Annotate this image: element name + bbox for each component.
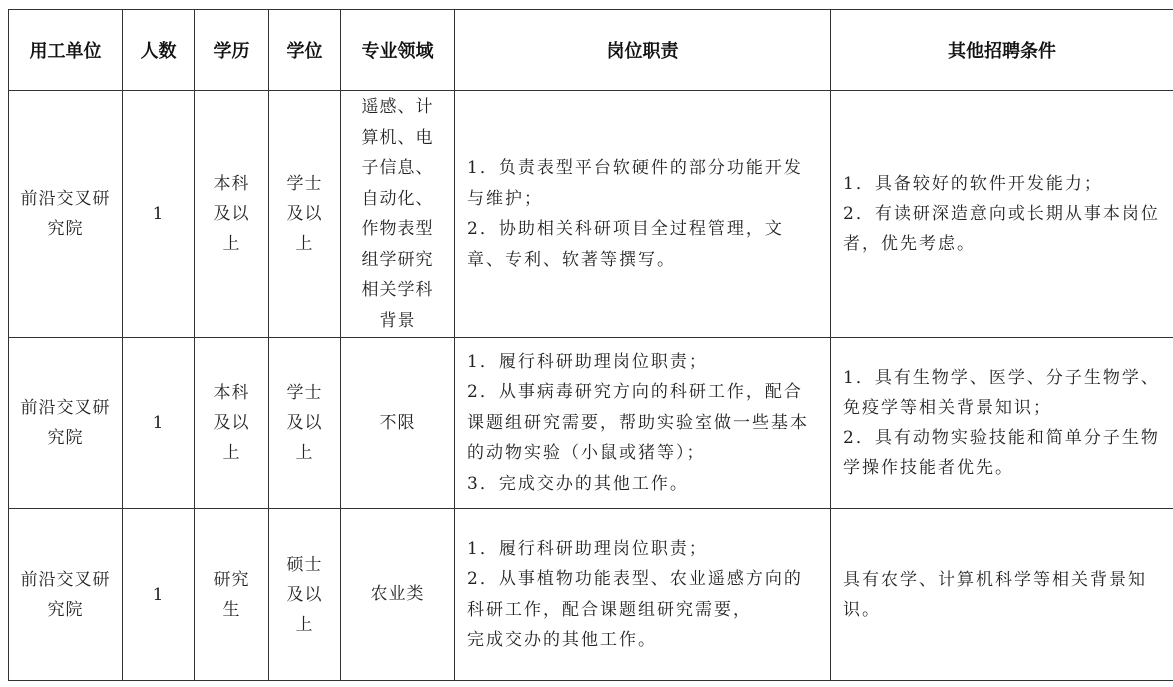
degree-cell: 学士及以上 bbox=[269, 338, 341, 509]
condition-item: 2．有读研深造意向或长期从事本岗位者，优先考虑。 bbox=[843, 204, 1160, 254]
header-education: 学历 bbox=[195, 10, 269, 91]
header-unit: 用工单位 bbox=[9, 10, 123, 91]
duty-item: 2．从事病毒研究方向的科研工作，配合课题组研究需要，帮助实验室做一些基本的动物实验（小鼠或猪等）； bbox=[467, 382, 809, 464]
count-cell: 1 bbox=[123, 338, 195, 509]
duties-cell bbox=[455, 338, 831, 509]
condition-item: 1．具有生物学、医学、分子生物学、免疫学等相关背景知识； bbox=[843, 368, 1160, 418]
duty-item: 1．负责表型平台软硬件的部分功能开发与维护； bbox=[467, 158, 803, 209]
header-conditions: 其他招聘条件 bbox=[831, 10, 1173, 91]
education-cell: 本科及以上 bbox=[195, 338, 269, 509]
condition-item: 1．具备较好的软件开发能力； bbox=[843, 174, 1103, 194]
duty-item: 3．完成交办的其他工作。 bbox=[467, 473, 689, 494]
condition-item: 具有农学、计算机科学等相关背景知识。 bbox=[843, 569, 1147, 620]
field-cell: 农业类 bbox=[341, 509, 455, 681]
count-cell: 1 bbox=[123, 509, 195, 681]
recruitment-table bbox=[8, 9, 1173, 681]
degree-cell: 学士及以上 bbox=[269, 91, 341, 338]
duties-cell bbox=[455, 91, 831, 338]
condition-item: 2．具有动物实验技能和简单分子生物学操作技能者优先。 bbox=[843, 428, 1160, 478]
education-cell: 本科及以上 bbox=[195, 91, 269, 338]
unit-cell: 前沿交叉研究院 bbox=[9, 338, 123, 509]
table-row bbox=[9, 509, 1173, 681]
duty-item: 完成交办的其他工作。 bbox=[467, 630, 657, 650]
duty-item: 1．履行科研助理岗位职责； bbox=[467, 538, 708, 559]
table-row bbox=[9, 91, 1173, 338]
education-cell: 研究生 bbox=[195, 509, 269, 681]
duty-item: 2．协助相关科研项目全过程管理，文章、专利、软著等撰写。 bbox=[467, 219, 784, 270]
count-cell: 1 bbox=[123, 91, 195, 338]
conditions-cell bbox=[831, 338, 1173, 509]
unit-cell: 前沿交叉研究院 bbox=[9, 509, 123, 681]
field-cell: 不限 bbox=[341, 338, 455, 509]
degree-cell: 硕士及以上 bbox=[269, 509, 341, 681]
field-cell: 遥感、计算机、电子信息、自动化、作物表型组学研究相关学科背景 bbox=[341, 91, 455, 338]
unit-cell: 前沿交叉研究院 bbox=[9, 91, 123, 338]
conditions-cell bbox=[831, 91, 1173, 338]
header-degree: 学位 bbox=[269, 10, 341, 91]
header-count: 人数 bbox=[123, 10, 195, 91]
duties-cell bbox=[455, 509, 831, 681]
table-row bbox=[9, 338, 1173, 509]
duty-item: 1．履行科研助理岗位职责； bbox=[467, 351, 708, 372]
header-duties: 岗位职责 bbox=[455, 10, 831, 91]
duty-item: 2．从事植物功能表型、农业遥感方向的科研工作，配合课题组研究需要， bbox=[467, 569, 803, 620]
header-field: 专业领域 bbox=[341, 10, 455, 91]
header-row bbox=[9, 10, 1173, 91]
conditions-cell bbox=[831, 509, 1173, 681]
